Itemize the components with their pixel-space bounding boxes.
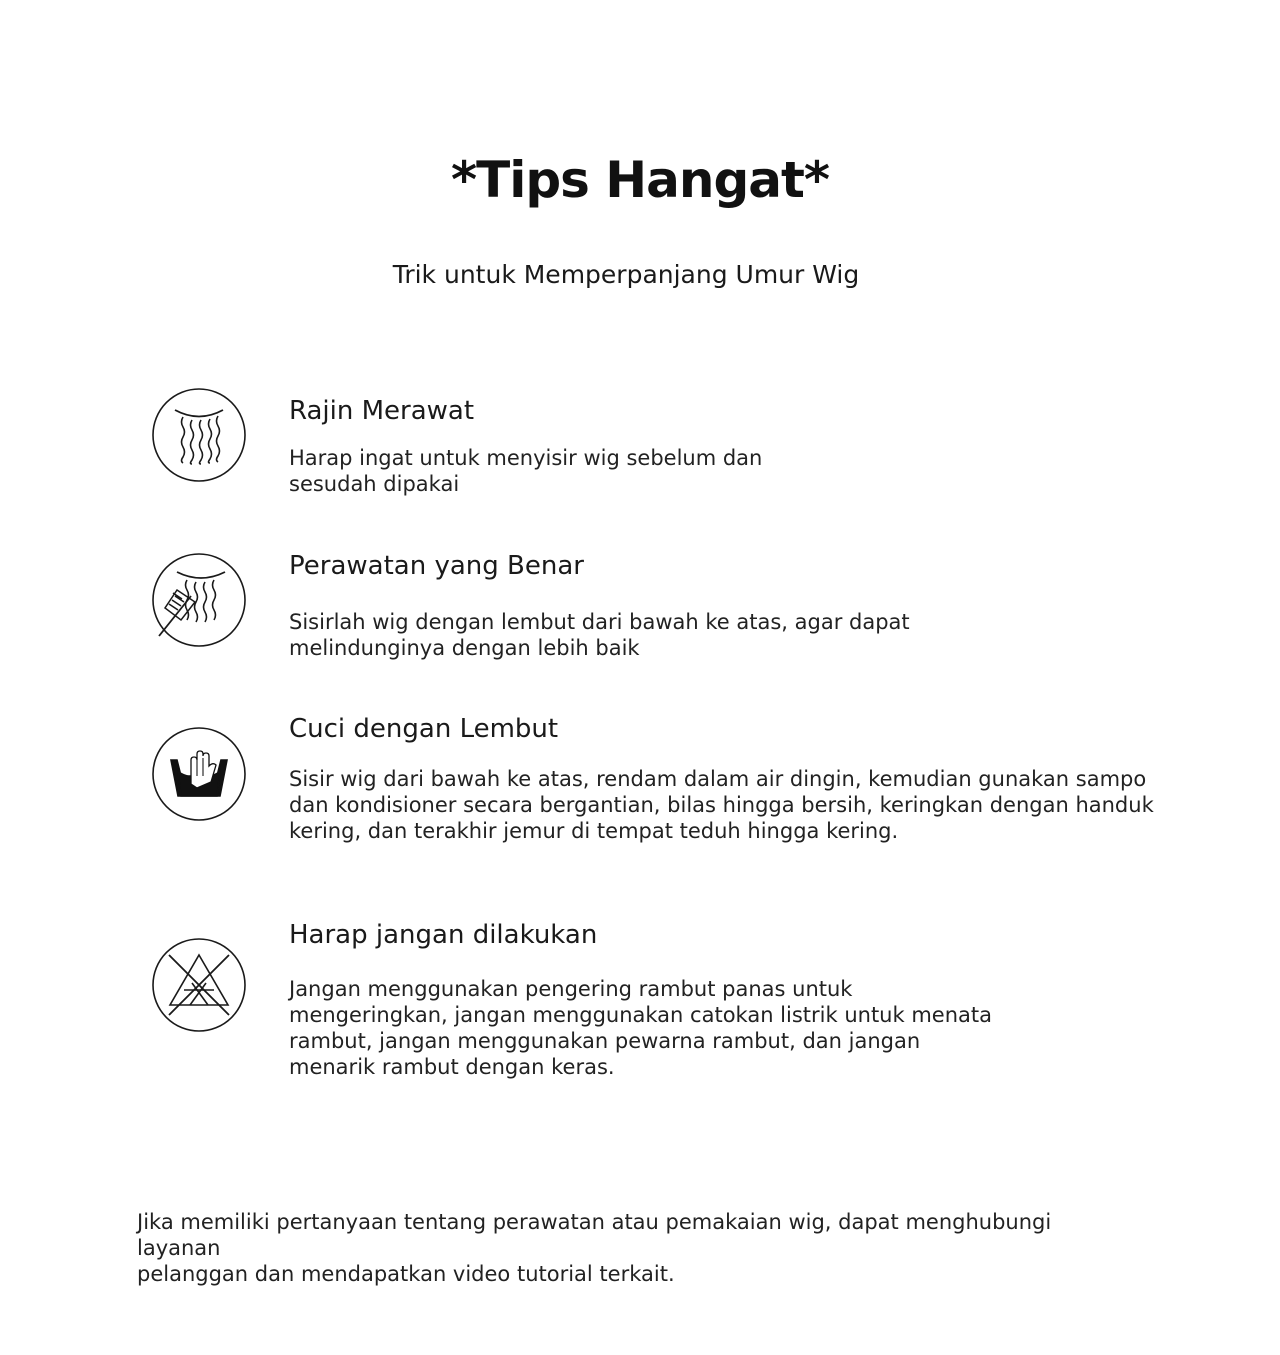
tip-body-line: mengeringkan, jangan menggunakan catokan listrik untuk menata bbox=[289, 1003, 992, 1027]
tip-body bbox=[289, 445, 762, 497]
tip-body bbox=[289, 976, 992, 1080]
comb-hair-icon bbox=[151, 552, 247, 648]
tip-body bbox=[289, 609, 910, 661]
hand-wash-icon bbox=[151, 726, 247, 822]
tip-heading: Cuci dengan Lembut bbox=[289, 714, 559, 744]
footer-line: Jika memiliki pertanyaan tentang perawatan atau pemakaian wig, dapat menghubungi layanan bbox=[137, 1210, 1052, 1260]
tip-body-line: melindunginya dengan lebih baik bbox=[289, 636, 640, 660]
tip-body-line: Jangan menggunakan pengering rambut panas untuk bbox=[289, 977, 853, 1001]
tip-heading: Rajin Merawat bbox=[289, 396, 475, 426]
tip-body-line: kering, dan terakhir jemur di tempat teduh hingga kering. bbox=[289, 819, 899, 843]
tip-body-line: dan kondisioner secara bergantian, bilas hingga bersih, keringkan dengan handuk bbox=[289, 793, 1154, 817]
footer-line: pelanggan dan mendapatkan video tutorial terkait. bbox=[137, 1262, 675, 1286]
tip-heading: Harap jangan dilakukan bbox=[289, 920, 598, 950]
tip-body-line: Sisir wig dari bawah ke atas, rendam dalam air dingin, kemudian gunakan sampo bbox=[289, 767, 1147, 791]
tip-heading: Perawatan yang Benar bbox=[289, 551, 584, 581]
tip-body-line: menarik rambut dengan keras. bbox=[289, 1055, 615, 1079]
no-bleach-icon bbox=[151, 937, 247, 1033]
page-title: *Tips Hangat* bbox=[450, 151, 830, 209]
tip-body-line: Sisirlah wig dengan lembut dari bawah ke atas, agar dapat bbox=[289, 610, 910, 634]
footer-note bbox=[137, 1209, 1137, 1287]
tip-body-line: sesudah dipakai bbox=[289, 472, 460, 496]
hair-strands-icon bbox=[151, 387, 247, 483]
tip-body-line: Harap ingat untuk menyisir wig sebelum dan bbox=[289, 446, 763, 470]
page-subtitle: Trik untuk Memperpanjang Umur Wig bbox=[392, 260, 860, 289]
tip-body-line: rambut, jangan menggunakan pewarna rambut, dan jangan bbox=[289, 1029, 921, 1053]
tip-body bbox=[289, 766, 1154, 844]
